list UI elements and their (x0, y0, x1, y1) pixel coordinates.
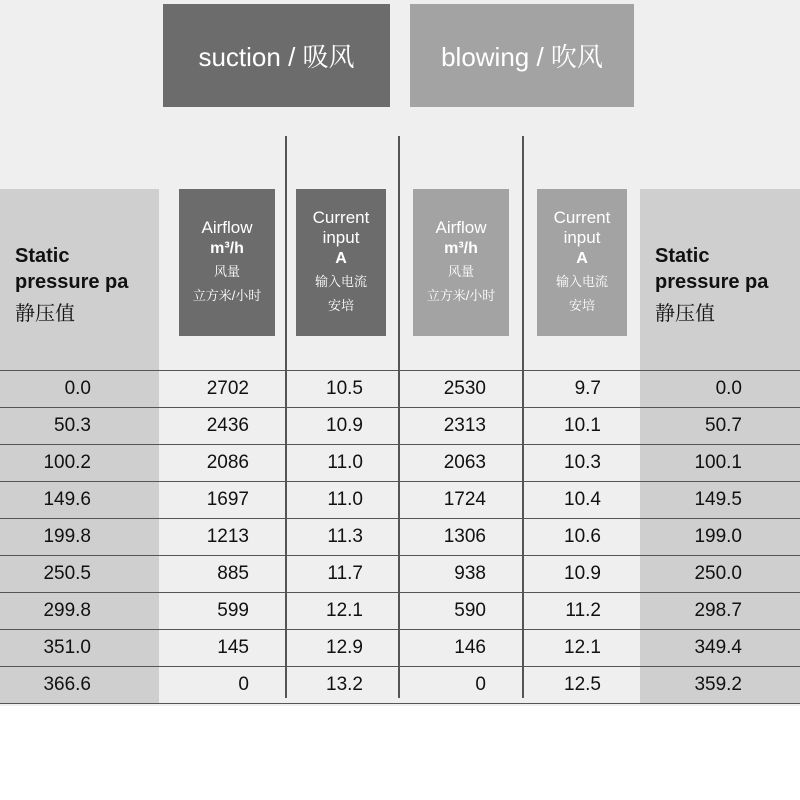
suction-current-cell: 10.5 (326, 378, 363, 399)
blowing-current-cell: 10.4 (564, 489, 601, 510)
header-en-line1: Static (15, 245, 70, 267)
blowing-current-cell: 10.9 (564, 563, 601, 584)
blowing-mode-header: blowing / 吹风 (410, 4, 634, 107)
table-row (0, 592, 800, 629)
suction-current-cell: 11.0 (327, 489, 363, 510)
blowing-airflow-cell: 1724 (443, 489, 486, 510)
blowing-current-cell: 12.1 (564, 637, 601, 658)
header-unit: A (576, 249, 588, 267)
suction-static-pressure-cell: 50.3 (0, 408, 159, 444)
blowing-static-pressure-cell: 50.7 (640, 408, 800, 444)
blowing-airflow-cell: 0 (475, 674, 486, 695)
blowing-airflow-cell: 938 (454, 563, 486, 584)
suction-airflow-header (179, 189, 275, 336)
suction-current-cell: 11.7 (327, 563, 363, 584)
header-en-line2: pressure pa (655, 271, 769, 293)
blowing-airflow-header (413, 189, 509, 336)
header-en: input (563, 227, 601, 247)
table-row (0, 518, 800, 555)
table-row (0, 481, 800, 518)
blowing-current-cell: 9.7 (574, 378, 601, 399)
suction-static-pressure-cell: 0.0 (0, 371, 159, 407)
header-en-line1: Static (655, 245, 710, 267)
suction-current-cell: 11.0 (327, 452, 363, 473)
suction-mode-header: suction / 吸风 (163, 4, 390, 107)
static-pressure-header-left (0, 189, 159, 370)
suction-airflow-cell: 2086 (206, 452, 249, 473)
header-unit: m³/h (210, 239, 244, 257)
suction-airflow-cell: 145 (217, 637, 249, 658)
table-row (0, 629, 800, 666)
suction-static-pressure-cell: 250.5 (0, 556, 159, 592)
blowing-current-cell: 10.6 (564, 526, 601, 547)
header-en: Current (553, 207, 611, 227)
header-cn: 安培 (327, 297, 354, 313)
blowing-current-cell: 11.2 (565, 600, 601, 621)
suction-static-pressure-cell: 351.0 (0, 630, 159, 666)
suction-airflow-cell: 1213 (206, 526, 249, 547)
table-row (0, 407, 800, 444)
suction-airflow-cell: 1697 (206, 489, 249, 510)
header-unit: m³/h (444, 239, 478, 257)
blowing-airflow-cell: 590 (454, 600, 486, 621)
suction-airflow-cell: 2702 (206, 378, 249, 399)
table-row (0, 555, 800, 592)
header-en: input (322, 227, 360, 247)
blowing-static-pressure-cell: 359.2 (640, 667, 800, 703)
header-cn: 输入电流 (555, 273, 608, 289)
suction-current-header (296, 189, 386, 336)
suction-static-pressure-cell: 149.6 (0, 482, 159, 518)
table-row (0, 666, 800, 704)
suction-static-pressure-cell: 299.8 (0, 593, 159, 629)
header-cn: 静压值 (15, 303, 75, 325)
blowing-current-cell: 10.1 (564, 415, 601, 436)
header-en-line2: pressure pa (15, 271, 129, 293)
blowing-static-pressure-cell: 199.0 (640, 519, 800, 555)
blowing-static-pressure-cell: 149.5 (640, 482, 800, 518)
header-en: Current (312, 207, 370, 227)
suction-airflow-cell: 2436 (206, 415, 249, 436)
blowing-airflow-cell: 2313 (443, 415, 486, 436)
blowing-static-pressure-cell: 100.1 (640, 445, 800, 481)
header-cn: 立方米/小时 (426, 287, 496, 303)
suction-current-cell: 11.3 (327, 526, 363, 547)
header-cn: 静压值 (655, 303, 715, 325)
suction-static-pressure-cell: 100.2 (0, 445, 159, 481)
blowing-static-pressure-cell: 349.4 (640, 630, 800, 666)
header-cn: 输入电流 (314, 273, 367, 289)
header-cn: 风量 (213, 263, 240, 279)
suction-current-cell: 10.9 (326, 415, 363, 436)
header-unit: A (335, 249, 347, 267)
blowing-airflow-cell: 2530 (443, 378, 486, 399)
suction-airflow-cell: 599 (217, 600, 249, 621)
suction-airflow-cell: 0 (238, 674, 249, 695)
suction-current-cell: 12.1 (326, 600, 363, 621)
header-en: Airflow (435, 217, 487, 237)
blowing-static-pressure-cell: 298.7 (640, 593, 800, 629)
blowing-airflow-cell: 2063 (443, 452, 486, 473)
static-pressure-header-right (640, 189, 800, 370)
page-footer-space (0, 706, 800, 800)
header-en: Airflow (201, 217, 253, 237)
suction-current-cell: 13.2 (326, 674, 363, 695)
blowing-current-cell: 10.3 (564, 452, 601, 473)
suction-airflow-cell: 885 (217, 563, 249, 584)
blowing-static-pressure-cell: 0.0 (640, 371, 800, 407)
header-cn: 立方米/小时 (192, 287, 262, 303)
header-cn: 安培 (568, 297, 595, 313)
blowing-airflow-cell: 146 (454, 637, 486, 658)
blowing-current-header (537, 189, 627, 336)
suction-static-pressure-cell: 199.8 (0, 519, 159, 555)
table-row (0, 370, 800, 407)
blowing-static-pressure-cell: 250.0 (640, 556, 800, 592)
suction-current-cell: 12.9 (326, 637, 363, 658)
suction-static-pressure-cell: 366.6 (0, 667, 159, 703)
table-row (0, 444, 800, 481)
header-cn: 风量 (447, 263, 474, 279)
data-table (0, 370, 800, 704)
blowing-airflow-cell: 1306 (443, 526, 486, 547)
blowing-current-cell: 12.5 (564, 674, 601, 695)
